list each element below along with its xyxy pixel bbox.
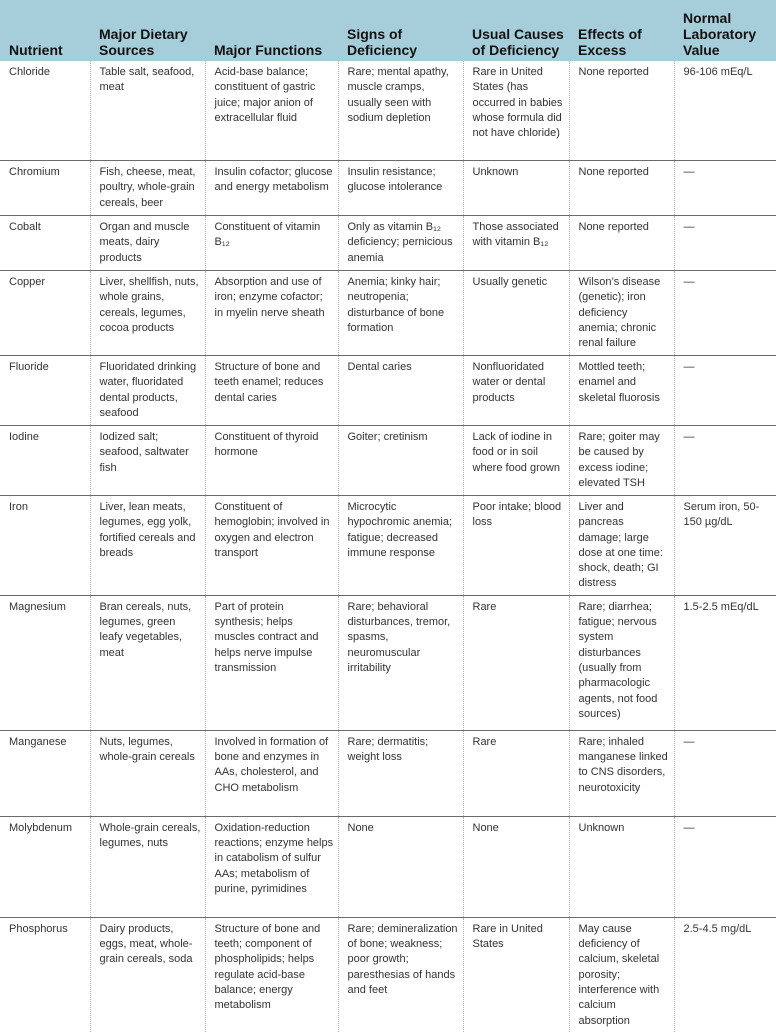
cell-nutrient: Iodine: [0, 426, 90, 496]
cell-deficiency-signs: Microcytic hypochromic anemia; fatigue; decreased immune response: [338, 496, 463, 596]
cell-nutrient: Cobalt: [0, 216, 90, 271]
cell-excess-effects: Wilson’s disease (genetic); iron deficiency anemia; chronic renal failure: [569, 271, 674, 356]
cell-sources: Liver, lean meats, legumes, egg yolk, fortified cereals and breads: [90, 496, 205, 596]
cell-nutrient: Molybdenum: [0, 816, 90, 917]
cell-lab-value: —: [674, 271, 776, 356]
table-row: [0, 496, 776, 596]
cell-deficiency-causes: Rare: [463, 595, 569, 730]
cell-deficiency-causes: Usually genetic: [463, 271, 569, 356]
cell-deficiency-signs: Goiter; cretinism: [338, 426, 463, 496]
cell-nutrient: Iron: [0, 496, 90, 596]
cell-lab-value: 2.5-4.5 mg/dL: [674, 917, 776, 1032]
cell-lab-value: —: [674, 161, 776, 216]
cell-excess-effects: None reported: [569, 61, 674, 161]
cell-lab-value: —: [674, 816, 776, 917]
cell-deficiency-causes: Nonfluoridated water or dental products: [463, 356, 569, 426]
cell-sources: Table salt, seafood, meat: [90, 61, 205, 161]
cell-deficiency-causes: Those associated with vitamin B₁₂: [463, 216, 569, 271]
cell-lab-value: Serum iron, 50-150 µg/dL: [674, 496, 776, 596]
cell-sources: Dairy products, eggs, meat, whole-grain cereals, soda: [90, 917, 205, 1032]
table-header-row: [0, 0, 776, 61]
cell-sources: Bran cereals, nuts, legumes, green leafy vegetables, meat: [90, 595, 205, 730]
cell-lab-value: 1.5-2.5 mEq/dL: [674, 595, 776, 730]
column-header-lab-value: Normal Laboratory Value: [674, 0, 776, 61]
cell-functions: Structure of bone and teeth; component of phospholipids; helps regulate acid-base balance; energy metabolism: [205, 917, 338, 1032]
cell-functions: Involved in formation of bone and enzymes in AAs, cholesterol, and CHO metabolism: [205, 730, 338, 816]
cell-sources: Nuts, legumes, whole-grain cereals: [90, 730, 205, 816]
table-row: [0, 917, 776, 1032]
cell-deficiency-signs: Anemia; kinky hair; neutropenia; disturbance of bone formation: [338, 271, 463, 356]
cell-excess-effects: Rare; diarrhea; fatigue; nervous system disturbances (usually from pharmacologic agents, not food sources): [569, 595, 674, 730]
cell-sources: Liver, shellfish, nuts, whole grains, cereals, legumes, cocoa products: [90, 271, 205, 356]
cell-sources: Organ and muscle meats, dairy products: [90, 216, 205, 271]
cell-excess-effects: May cause deficiency of calcium, skeletal porosity; interference with calcium absorption: [569, 917, 674, 1032]
cell-deficiency-causes: Unknown: [463, 161, 569, 216]
cell-deficiency-signs: Rare; mental apathy, muscle cramps, usually seen with sodium depletion: [338, 61, 463, 161]
cell-functions: Insulin cofactor; glucose and energy metabolism: [205, 161, 338, 216]
cell-deficiency-causes: Lack of iodine in food or in soil where food grown: [463, 426, 569, 496]
cell-functions: Oxidation-reduction reactions; enzyme helps in catabolism of sulfur AAs; metabolism of purine, pyrimidines: [205, 816, 338, 917]
cell-deficiency-signs: Only as vitamin B₁₂ deficiency; pernicious anemia: [338, 216, 463, 271]
column-header-functions: Major Functions: [205, 0, 338, 61]
cell-nutrient: Copper: [0, 271, 90, 356]
table-row: [0, 426, 776, 496]
cell-excess-effects: Mottled teeth; enamel and skeletal fluorosis: [569, 356, 674, 426]
cell-functions: Acid-base balance; constituent of gastric juice; major anion of extracellular fluid: [205, 61, 338, 161]
cell-lab-value: —: [674, 426, 776, 496]
cell-deficiency-signs: Rare; behavioral disturbances, tremor, spasms, neuromuscular irritability: [338, 595, 463, 730]
cell-sources: Fish, cheese, meat, poultry, whole-grain cereals, beer: [90, 161, 205, 216]
table-row: [0, 730, 776, 816]
cell-excess-effects: Rare; inhaled manganese linked to CNS disorders, neurotoxicity: [569, 730, 674, 816]
column-header-deficiency-signs: Signs of Deficiency: [338, 0, 463, 61]
cell-deficiency-signs: Insulin resistance; glucose intolerance: [338, 161, 463, 216]
cell-functions: Constituent of thyroid hormone: [205, 426, 338, 496]
table-row: [0, 356, 776, 426]
column-header-nutrient: Nutrient: [0, 0, 90, 61]
cell-lab-value: —: [674, 216, 776, 271]
table-row: [0, 161, 776, 216]
cell-nutrient: Chloride: [0, 61, 90, 161]
cell-deficiency-causes: Rare: [463, 730, 569, 816]
cell-functions: Absorption and use of iron; enzyme cofactor; in myelin nerve sheath: [205, 271, 338, 356]
cell-deficiency-signs: None: [338, 816, 463, 917]
cell-excess-effects: Rare; goiter may be caused by excess iodine; elevated TSH: [569, 426, 674, 496]
cell-deficiency-signs: Rare; dermatitis; weight loss: [338, 730, 463, 816]
cell-deficiency-causes: Rare in United States (has occurred in babies whose formula did not have chloride): [463, 61, 569, 161]
cell-sources: Whole-grain cereals, legumes, nuts: [90, 816, 205, 917]
table-row: [0, 595, 776, 730]
cell-functions: Part of protein synthesis; helps muscles contract and helps nerve impulse transmission: [205, 595, 338, 730]
column-header-sources: Major Dietary Sources: [90, 0, 205, 61]
cell-excess-effects: Unknown: [569, 816, 674, 917]
cell-excess-effects: None reported: [569, 216, 674, 271]
cell-deficiency-causes: Poor intake; blood loss: [463, 496, 569, 596]
cell-deficiency-causes: None: [463, 816, 569, 917]
cell-nutrient: Chromium: [0, 161, 90, 216]
cell-nutrient: Phosphorus: [9, 922, 68, 935]
cell-sources: Fluoridated drinking water, fluoridated dental products, seafood: [90, 356, 205, 426]
table-row: [0, 271, 776, 356]
cell-lab-value: —: [674, 730, 776, 816]
cell-lab-value: 96-106 mEq/L: [674, 61, 776, 161]
cell-functions: Constituent of hemoglobin; involved in oxygen and electron transport: [205, 496, 338, 596]
cell-deficiency-signs: Dental caries: [338, 356, 463, 426]
column-header-excess-effects: Effects of Excess: [569, 0, 674, 61]
cell-nutrient: Magnesium: [0, 595, 90, 730]
table-row: [0, 61, 776, 161]
cell-functions: Structure of bone and teeth enamel; reduces dental caries: [205, 356, 338, 426]
cell-excess-effects: Liver and pancreas damage; large dose at one time: shock, death; GI distress: [569, 496, 674, 596]
cell-sources: Iodized salt; seafood, saltwater fish: [90, 426, 205, 496]
cell-nutrient: Manganese: [0, 730, 90, 816]
cell-deficiency-causes: Rare in United States: [463, 917, 569, 1032]
cell-lab-value: —: [674, 356, 776, 426]
table-row: [0, 816, 776, 917]
cell-functions: Constituent of vitamin B₁₂: [205, 216, 338, 271]
column-header-deficiency-causes: Usual Causes of Deficiency: [463, 0, 569, 61]
cell-nutrient: Fluoride: [0, 356, 90, 426]
cell-deficiency-signs: Rare; demineralization of bone; weakness; poor growth; paresthesias of hands and feet: [338, 917, 463, 1032]
cell-excess-effects: None reported: [569, 161, 674, 216]
table-row: [0, 216, 776, 271]
